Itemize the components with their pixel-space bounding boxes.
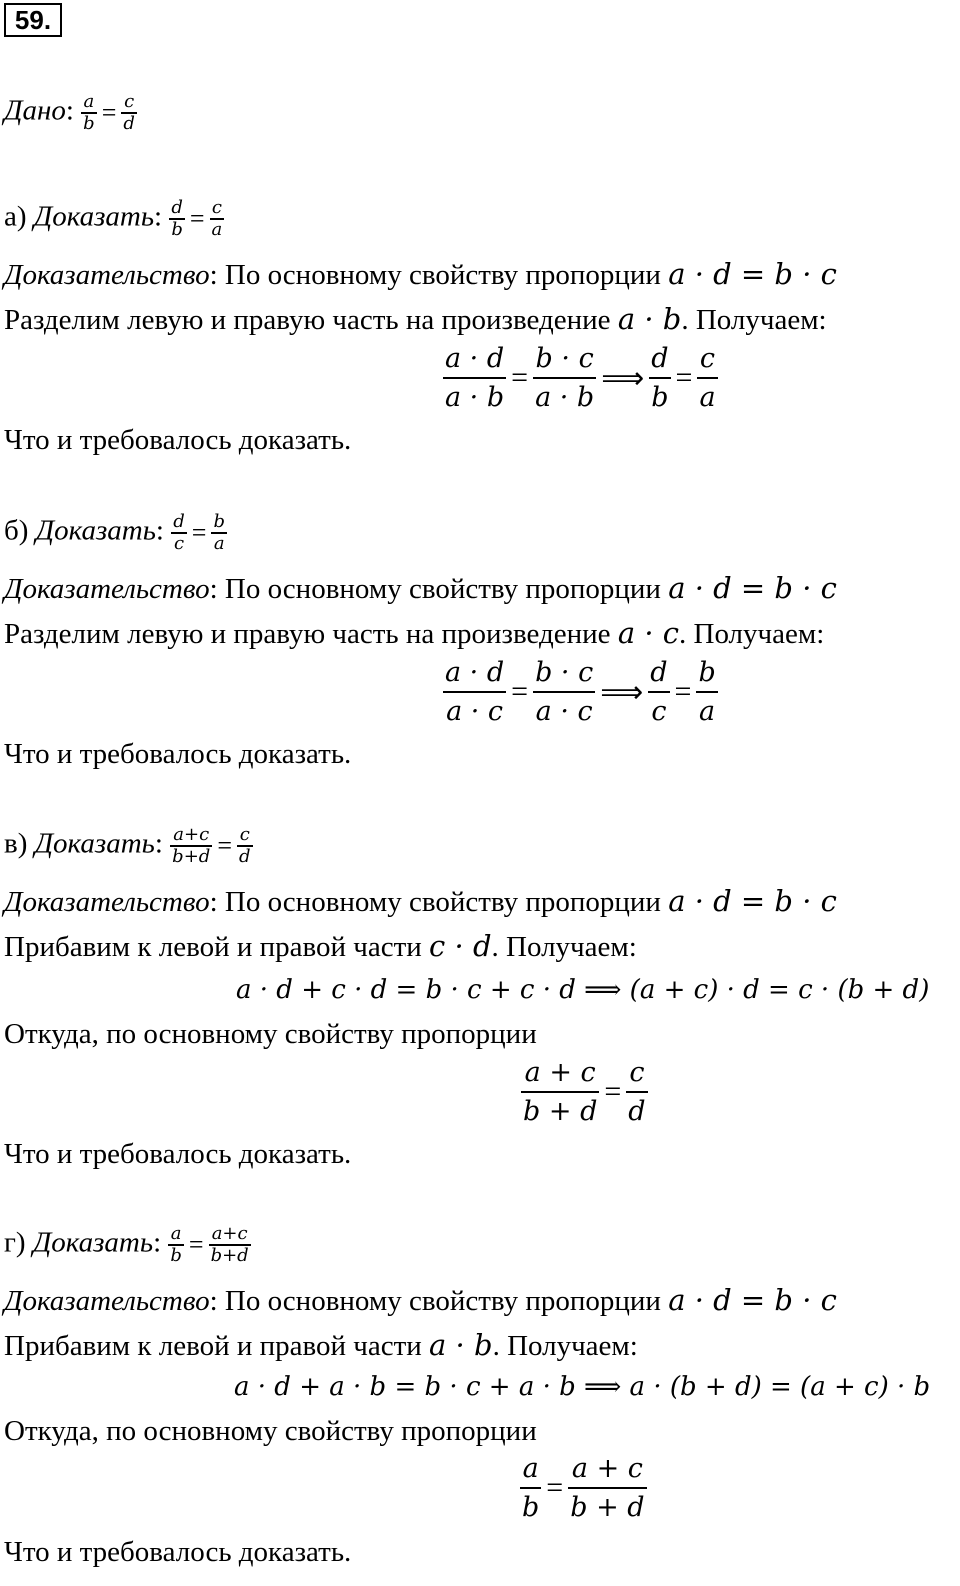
- part-d-then-line: Откуда, по основному свойству пропорции: [4, 1415, 537, 1447]
- given-label: Дано: [4, 94, 66, 127]
- part-d-qed: Что и требовалось доказать.: [4, 1536, 352, 1568]
- part-c-then-line: Откуда, по основному свойству пропорции: [4, 1018, 537, 1050]
- implies-arrow: ⟹: [600, 674, 644, 710]
- part-a-fraction-chain: $\frac{a \cdot d}{a \cdot b}$ = $\frac{b \cdot c}{a \cdot b}$ ⟹ $\frac{d}{b}$ = $\frac{c}{a}$: [443, 340, 718, 416]
- part-b-step-line: Разделим левую и правую часть на произведение a · c. Получаем:: [4, 616, 825, 650]
- part-b-proof-line: Доказательство: По основному свойству пропорции a · d = b · c: [4, 571, 837, 605]
- part-c-claim: в) Доказать: $\frac{a+c}{b+d}$ = $\frac{c}{d}$: [4, 824, 251, 867]
- part-c-step-line: Прибавим к левой и правой части c · d. Получаем:: [4, 929, 637, 963]
- part-a-step-line: Разделим левую и правую часть на произведение a · b. Получаем:: [4, 302, 827, 336]
- part-d-proof-line: Доказательство: По основному свойству пропорции a · d = b · c: [4, 1283, 837, 1317]
- part-c-equation-line: a · d + c · d = b · c + c · d ⟹ (a + c) · d = c · (b + d): [236, 975, 930, 1005]
- given-fraction-right: $\frac{c}{d}$: [123, 91, 135, 134]
- part-a-proof-line: Доказательство: По основному свойству пропорции a · d = b · c: [4, 257, 837, 291]
- part-d-claim: г) Доказать: $\frac{a}{b}$ = $\frac{a+c}{b+d}$: [4, 1223, 249, 1266]
- problem-number: 59.: [4, 3, 62, 37]
- part-b-fraction-chain: $\frac{a \cdot d}{a \cdot c}$ = $\frac{b \cdot c}{a \cdot c}$ ⟹ $\frac{d}{c}$ = $\frac{b}{a}$: [443, 654, 718, 730]
- given-line: Дано: $\frac{a}{b}$ = $\frac{c}{d}$: [4, 91, 135, 134]
- part-c-qed: Что и требовалось доказать.: [4, 1138, 352, 1170]
- part-c-proof-line: Доказательство: По основному свойству пропорции a · d = b · c: [4, 884, 837, 918]
- implies-arrow: ⟹: [601, 360, 645, 396]
- part-d-equation-line: a · d + a · b = b · c + a · b ⟹ a · (b + d) = (a + c) · b: [234, 1372, 931, 1402]
- part-a-qed: Что и требовалось доказать.: [4, 424, 352, 456]
- part-d-result-fraction: $\frac{a}{b}$ = $\frac{a + c}{b + d}$: [520, 1450, 647, 1526]
- part-d-step-line: Прибавим к левой и правой части a · b. Получаем:: [4, 1328, 638, 1362]
- part-b-qed: Что и требовалось доказать.: [4, 738, 352, 770]
- given-fraction-left: $\frac{a}{b}$: [83, 91, 95, 134]
- part-a-claim: а) Доказать: $\frac{d}{b}$ = $\frac{c}{a}$: [4, 197, 223, 240]
- part-c-result-fraction: $\frac{a + c}{b + d}$ = $\frac{c}{d}$: [521, 1054, 648, 1130]
- part-b-claim: б) Доказать: $\frac{d}{c}$ = $\frac{b}{a}$: [4, 511, 225, 554]
